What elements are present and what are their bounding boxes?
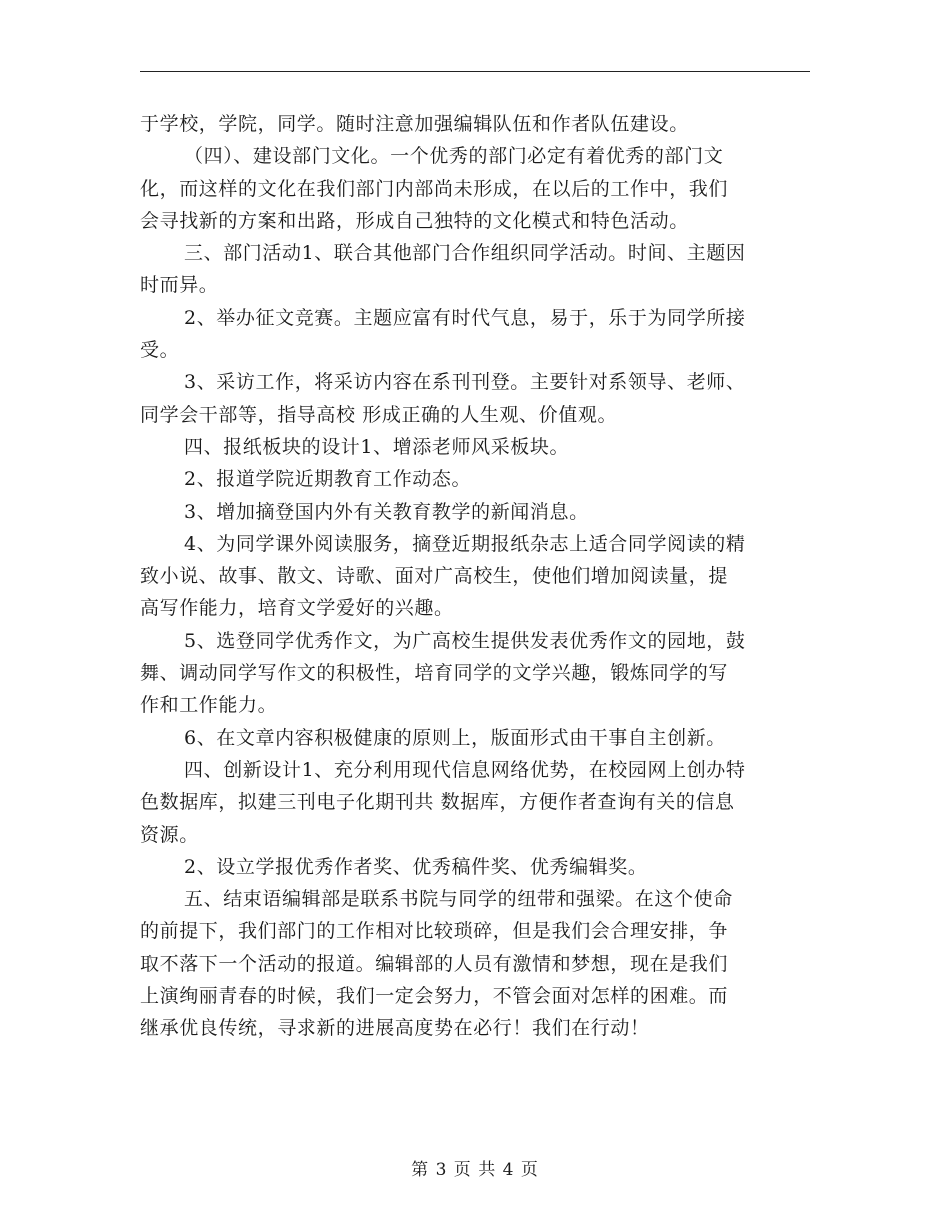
text-line: 色数据库，拟建三刊电子化期刊共 数据库，方便作者查询有关的信息 [140, 791, 735, 814]
text-line: 时而异。 [140, 274, 219, 297]
text-line: （四）、建设部门文化。一个优秀的部门必定有着优秀的部门文 [184, 145, 724, 168]
text-line: 4、为同学课外阅读服务，摘登近期报纸杂志上适合同学阅读的精 [184, 532, 746, 555]
document-body [140, 108, 812, 1045]
text-line: 作和工作能力。 [140, 694, 278, 717]
text-line: 致小说、故事、散文、诗歌、面对广高校生，使他们增加阅读量，提 [140, 565, 729, 588]
header-rule [140, 71, 810, 72]
text-line: 化，而这样的文化在我们部门内部尚未形成，在以后的工作中，我们 [140, 177, 729, 200]
text-line: 资源。 [140, 823, 199, 846]
text-line: 继承优良传统，寻求新的进展高度势在必行！我们在行动！ [140, 1017, 650, 1040]
text-line: 3、增加摘登国内外有关教育教学的新闻消息。 [184, 500, 589, 523]
text-line: 受。 [140, 339, 180, 362]
text-line: 5、选登同学优秀作文，为广高校生提供发表优秀作文的园地，鼓 [184, 629, 746, 652]
text-line: 舞、调动同学写作文的积极性，培育同学的文学兴趣，锻炼同学的写 [140, 662, 729, 685]
text-line: 的前提下，我们部门的工作相对比较琐碎，但是我们会合理安排，争 [140, 920, 729, 943]
text-line: 取不落下一个活动的报道。编辑部的人员有激情和梦想，现在是我们 [140, 952, 729, 975]
text-line: 2、报道学院近期教育工作动态。 [184, 468, 472, 491]
text-line: 高写作能力，培育文学爱好的兴趣。 [140, 597, 454, 620]
text-line: 2、举办征文竞赛。主题应富有时代气息，易于，乐于为同学所接 [184, 306, 746, 329]
text-line: 会寻找新的方案和出路，形成自己独特的文化模式和特色活动。 [140, 209, 689, 232]
text-line: 上演绚丽青春的时候，我们一定会努力，不管会面对怎样的困难。而 [140, 985, 729, 1008]
text-line: 2、设立学报优秀作者奖、优秀稿件奖、优秀编辑奖。 [184, 855, 648, 878]
text-line: 同学会干部等，指导高校 形成正确的人生观、价值观。 [140, 403, 618, 426]
text-line: 3、采访工作，将采访内容在系刊刊登。主要针对系领导、老师、 [184, 371, 746, 394]
text-line: 三、部门活动1、联合其他部门合作组织同学活动。时间、主题因 [184, 242, 746, 265]
text-line: 四、报纸板块的设计1、增添老师风采板块。 [184, 435, 570, 458]
page-number: 第 3 页 共 4 页 [411, 1160, 539, 1180]
text-line: 6、在文章内容积极健康的原则上，版面形式由干事自主创新。 [184, 726, 726, 749]
text-line: 五、结束语编辑部是联系书院与同学的纽带和强梁。在这个使命 [184, 888, 733, 911]
text-line: 于学校，学院，同学。随时注意加强编辑队伍和作者队伍建设。 [140, 113, 689, 135]
text-line: 四、创新设计1、充分利用现代信息网络优势，在校园网上创办特 [184, 758, 746, 781]
